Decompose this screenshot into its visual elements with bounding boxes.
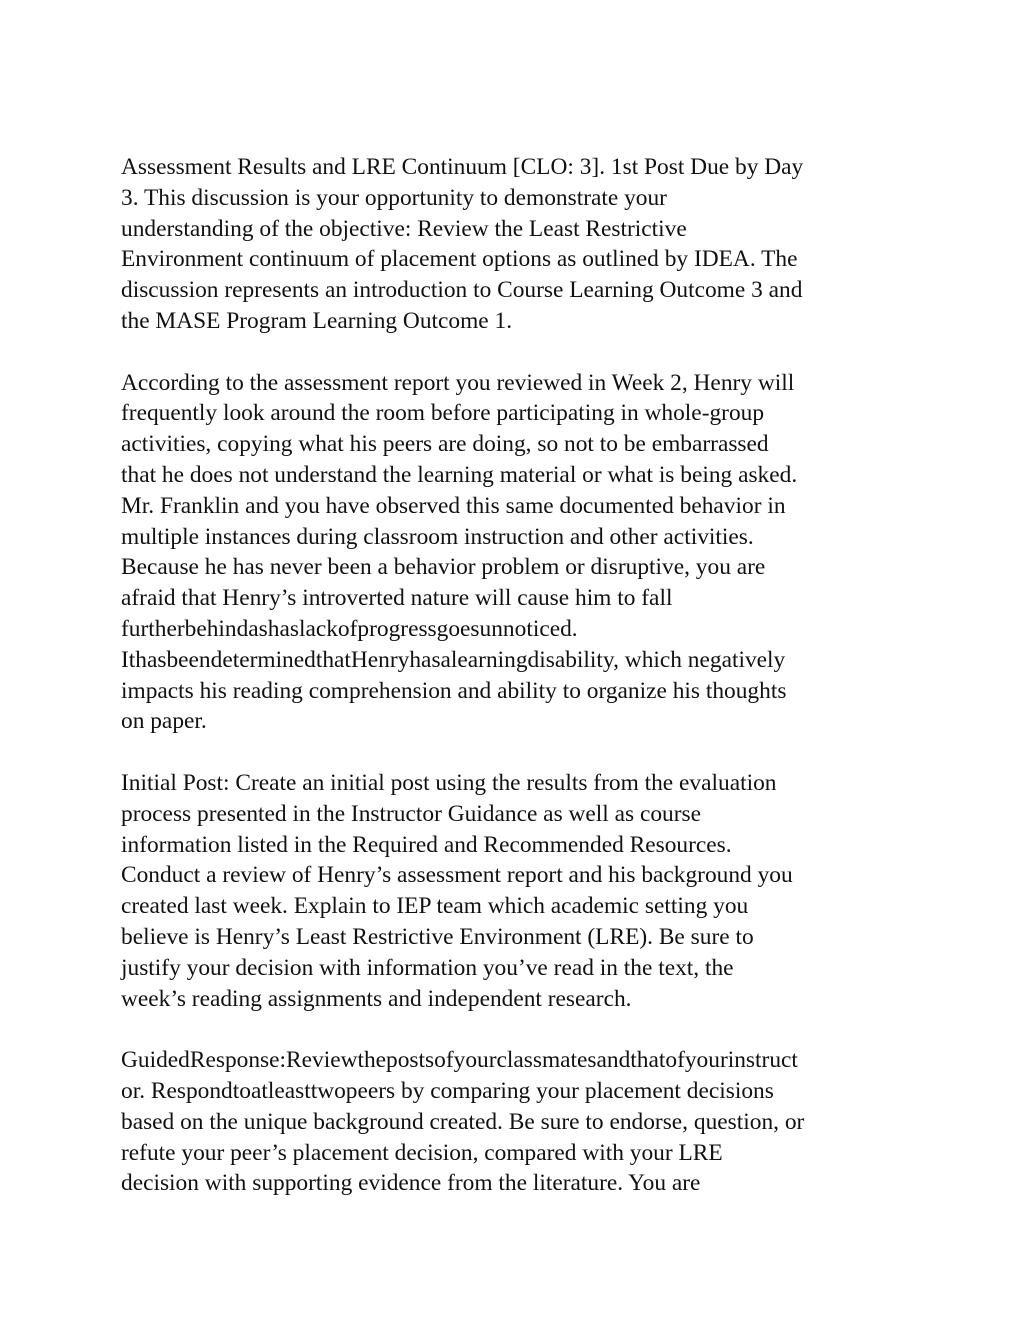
text-line: Assessment Results and LRE Continuum [CLO: 3]. 1st Post Due by Day [121,154,804,180]
text-line: based on the unique background created. Be sure to endorse, question, or [121,1108,805,1135]
paragraph-intro [121,152,911,337]
text-line: or. Respondtoatleasttwopeers by comparing your placement decisions [121,1077,774,1104]
text-line: refute your peer’s placement decision, compared with your LRE [121,1139,723,1166]
text-line: justify your decision with information you’ve read in the text, the [121,954,734,981]
text-line: process presented in the Instructor Guidance as well as course [121,800,702,827]
text-line: Conduct a review of Henry’s assessment report and his background you [121,862,793,889]
document-page [121,152,911,1199]
text-line: believe is Henry’s Least Restrictive Environment (LRE). Be sure to [121,923,754,950]
text-line: afraid that Henry’s introverted nature will cause him to fall [121,585,673,612]
text-line: decision with supporting evidence from the literature. You are [121,1170,701,1197]
text-line: created last week. Explain to IEP team which academic setting you [121,893,749,920]
text-line: Environment continuum of placement options as outlined by IDEA. The [121,246,798,273]
text-line: understanding of the objective: Review the Least Restrictive [121,215,687,242]
text-line: GuidedResponse:Reviewthepostsofyourclassmatesandthatofyourinstruct [121,1047,798,1074]
paragraph-initial-post [121,768,911,1014]
text-line: multiple instances during classroom instruction and other activities. [121,523,754,550]
text-line: 3. This discussion is your opportunity to demonstrate your [121,184,667,211]
text-line: According to the assessment report you reviewed in Week 2, Henry will [121,369,795,396]
text-line: the MASE Program Learning Outcome 1. [121,307,513,334]
text-line: furtherbehindashaslackofprogressgoesunnoticed. [121,615,578,642]
text-line: impacts his reading comprehension and ability to organize his thoughts [121,677,787,704]
text-line: IthasbeendeterminedthatHenryhasalearningdisability, which negatively [121,646,786,673]
text-line: activities, copying what his peers are doing, so not to be embarrassed [121,431,769,458]
text-line: discussion represents an introduction to Course Learning Outcome 3 and [121,277,803,304]
text-line: that he does not understand the learning material or what is being asked. [121,461,798,488]
text-line: Initial Post: Create an initial post using the results from the evaluation [121,769,777,796]
text-line: Mr. Franklin and you have observed this same documented behavior in [121,492,786,519]
paragraph-guided-response [121,1045,911,1199]
text-line: Because he has never been a behavior problem or disruptive, you are [121,554,766,581]
text-line: frequently look around the room before participating in whole-group [121,400,765,427]
paragraph-assessment [121,368,911,738]
text-line: information listed in the Required and Recommended Resources. [121,831,732,858]
text-line: week’s reading assignments and independent research. [121,985,632,1012]
text-line: on paper. [121,708,207,735]
